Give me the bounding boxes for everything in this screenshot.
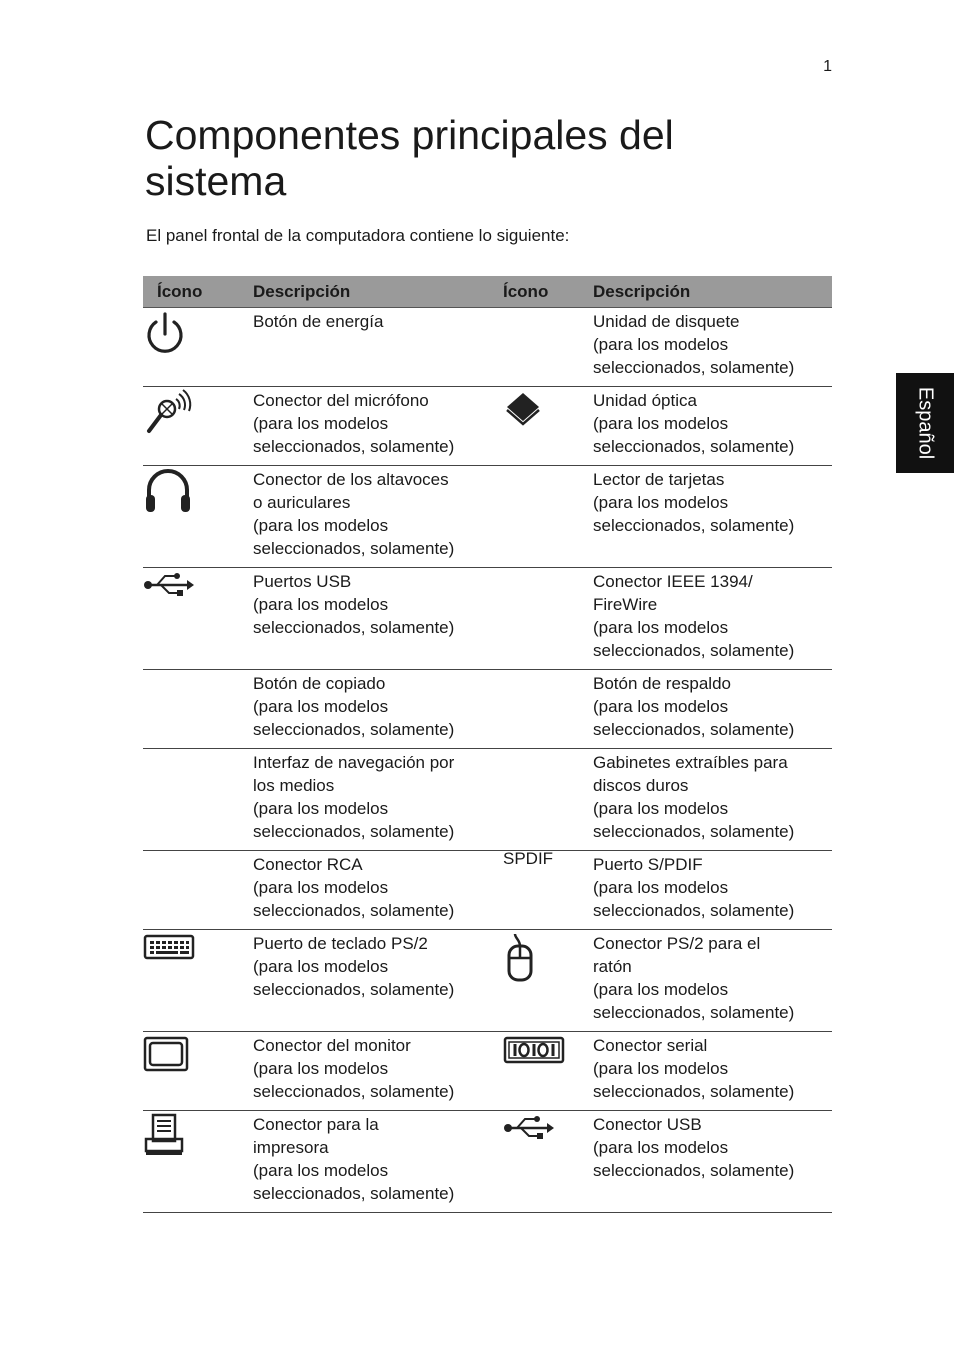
mouse-icon: [503, 932, 593, 984]
icon-cell: [503, 1111, 593, 1213]
spdif-label: SPDIF: [503, 849, 554, 868]
description-cell: Botón de energía: [253, 308, 503, 387]
description-cell: Conector del micrófono (para los modelos seleccionados, solamente): [253, 387, 503, 466]
table-header-row: [143, 276, 832, 308]
description-cell: Conector USB (para los modelos seleccionados, solamente): [593, 1111, 832, 1213]
icon-cell: [143, 749, 253, 851]
optical-drive-icon: [503, 389, 593, 429]
description-cell: Puerto de teclado PS/2 (para los modelos seleccionados, solamente): [253, 930, 503, 1032]
description-cell: Puertos USB (para los modelos seleccionados, solamente): [253, 568, 503, 670]
description-cell: Lector de tarjetas (para los modelos seleccionados, solamente): [593, 466, 832, 568]
intro-text: El panel frontal de la computadora contiene lo siguiente:: [146, 226, 570, 245]
description-cell: Conector RCA (para los modelos seleccionados, solamente): [253, 851, 503, 930]
icon-cell: [143, 930, 253, 1032]
icon-cell: [143, 851, 253, 930]
icon-cell: [143, 1111, 253, 1213]
icon-cell: [143, 1032, 253, 1111]
language-tab-label: Español: [914, 386, 937, 460]
icon-cell: [503, 308, 593, 387]
icon-cell: [143, 387, 253, 466]
description-cell: Conector PS/2 para el ratón (para los modelos seleccionados, solamente): [593, 930, 832, 1032]
header-description-2: Descripción: [593, 276, 832, 308]
table-row: [143, 851, 832, 930]
description-cell: Conector de los altavoces o auriculares (para los modelos seleccionados, solamente): [253, 466, 503, 568]
icon-cell: [143, 670, 253, 749]
usb-icon: [143, 570, 253, 600]
description-cell: Botón de copiado (para los modelos seleccionados, solamente): [253, 670, 503, 749]
icon-cell: [503, 387, 593, 466]
header-description-1: Descripción: [253, 276, 503, 308]
monitor-icon: [143, 1034, 253, 1074]
description-cell: Unidad óptica (para los modelos seleccionados, solamente): [593, 387, 832, 466]
microphone-icon: [143, 389, 253, 439]
header-icon-2: Ícono: [503, 276, 593, 308]
description-cell: Botón de respaldo (para los modelos seleccionados, solamente): [593, 670, 832, 749]
table-row: [143, 930, 832, 1032]
table-row: [143, 568, 832, 670]
table-row: [143, 749, 832, 851]
description-cell: Conector para la impresora (para los modelos seleccionados, solamente): [253, 1111, 503, 1213]
keyboard-icon: [143, 932, 253, 962]
printer-icon: [143, 1113, 253, 1157]
icon-cell: [503, 670, 593, 749]
icon-cell: [503, 851, 593, 930]
description-cell: Puerto S/PDIF (para los modelos seleccionados, solamente): [593, 851, 832, 930]
table-row: [143, 1032, 832, 1111]
components-table: [143, 276, 832, 1213]
description-cell: Conector del monitor (para los modelos seleccionados, solamente): [253, 1032, 503, 1111]
icon-cell: [143, 308, 253, 387]
description-cell: Conector IEEE 1394/ FireWire (para los modelos seleccionados, solamente): [593, 568, 832, 670]
page-title: Componentes principales del sistema: [145, 112, 674, 204]
page-number: 1: [823, 58, 832, 75]
language-tab[interactable]: [896, 373, 954, 473]
icon-cell: [503, 749, 593, 851]
table-row: [143, 308, 832, 387]
table-row: [143, 670, 832, 749]
table-row: [143, 1111, 832, 1213]
table-row: [143, 466, 832, 568]
icon-cell: [143, 568, 253, 670]
description-cell: Interfaz de navegación por los medios (para los modelos seleccionados, solamente): [253, 749, 503, 851]
headphones-icon: [143, 468, 253, 518]
icon-cell: [503, 930, 593, 1032]
header-icon-1: Ícono: [143, 276, 253, 308]
description-cell: Conector serial (para los modelos seleccionados, solamente): [593, 1032, 832, 1111]
icon-cell: [503, 466, 593, 568]
description-cell: Unidad de disquete (para los modelos seleccionados, solamente): [593, 308, 832, 387]
power-icon: [143, 310, 253, 358]
description-cell: Gabinetes extraíbles para discos duros (para los modelos seleccionados, solamente): [593, 749, 832, 851]
icon-cell: [503, 1032, 593, 1111]
table-row: [143, 387, 832, 466]
serial-port-icon: [503, 1034, 593, 1066]
usb-icon: [503, 1113, 593, 1143]
icon-cell: [143, 466, 253, 568]
icon-cell: [503, 568, 593, 670]
